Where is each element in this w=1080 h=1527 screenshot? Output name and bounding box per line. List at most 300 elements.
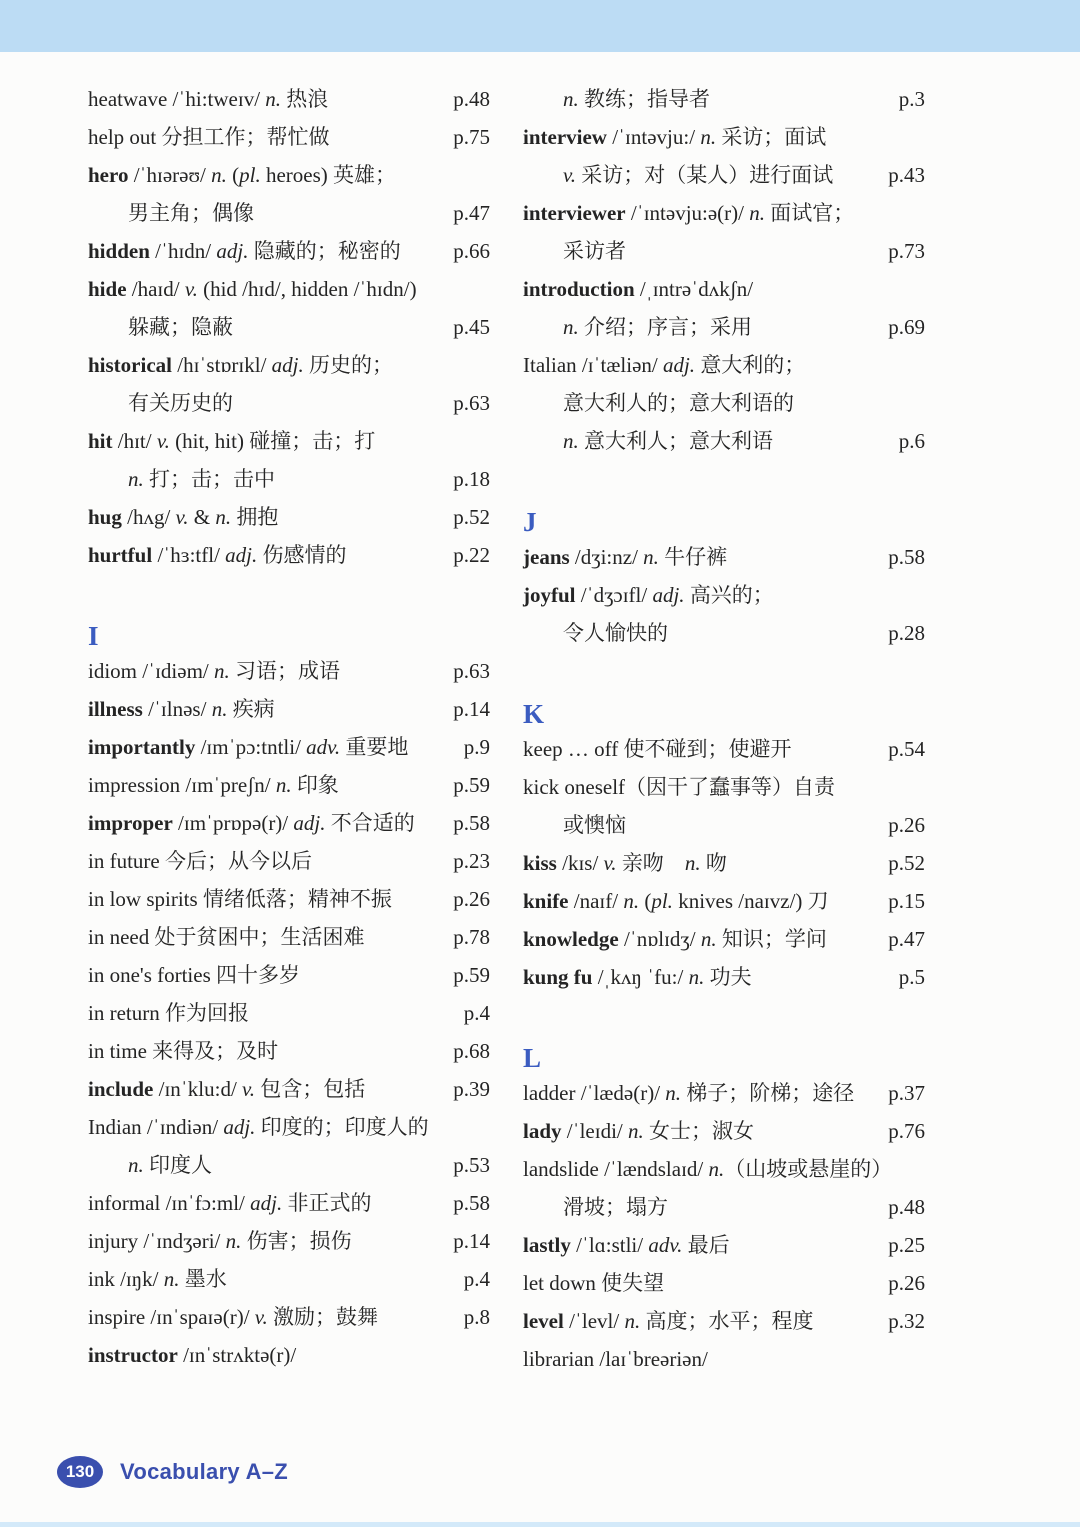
latin-text: /ˈhɪərəʊ/: [128, 163, 212, 187]
latin-text: /ɪˈtæliən/: [576, 353, 663, 377]
chinese-gloss: 四十多岁: [216, 963, 301, 987]
pos-label: n.: [211, 697, 228, 721]
chinese-gloss: 碰撞；击；打: [249, 429, 376, 453]
entry-text: [88, 925, 364, 949]
chinese-gloss: 面试官；: [765, 201, 855, 225]
pos-label: n.: [275, 773, 292, 797]
latin-text: /naɪf/: [568, 889, 624, 913]
entry-line: [523, 1112, 925, 1150]
pos-label: adj.: [216, 239, 249, 263]
page-ref: p.66: [453, 239, 490, 263]
entry-text: [88, 1115, 429, 1139]
chinese-gloss: 英雄；: [333, 163, 397, 187]
headword: idiom: [88, 659, 138, 683]
page-ref: p.69: [888, 315, 925, 339]
headword: inspire: [88, 1305, 146, 1329]
page-ref: p.37: [888, 1081, 925, 1105]
entry-line: [88, 1032, 490, 1070]
pos-label: n.: [700, 927, 717, 951]
entry-text: [88, 429, 375, 453]
latin-text: /ˈɪdiəm/: [137, 659, 215, 683]
latin-text: /ˈleɪdi/: [561, 1119, 629, 1143]
vocab-entry: [523, 270, 925, 346]
vocab-entry: [88, 232, 490, 270]
latin-text: /ˈhi:tweɪv/: [167, 87, 266, 111]
latin-text: /ɪŋk/: [114, 1267, 164, 1291]
entry-line: [523, 1302, 925, 1340]
pos-label: n.: [708, 1157, 725, 1181]
chinese-gloss: 采访；面试: [716, 125, 827, 149]
entry-text: [523, 965, 752, 989]
vocab-entry: [88, 918, 490, 956]
chinese-gloss: 男主角；偶像: [128, 201, 254, 225]
headword: hug: [88, 505, 122, 529]
page-ref: p.75: [453, 125, 490, 149]
entry-line: [523, 576, 925, 614]
headword: Italian: [523, 353, 577, 377]
entry-line: [523, 232, 925, 270]
pos-label: v.: [175, 505, 189, 529]
entry-text: [88, 887, 392, 911]
vocab-entry: [88, 994, 490, 1032]
section-letter-I: I: [88, 621, 99, 651]
latin-text: (: [639, 889, 652, 913]
vocab-entry: [523, 768, 925, 844]
vocab-entry: [523, 958, 925, 996]
headword: in low spirits: [88, 887, 203, 911]
pos-label: n.: [563, 315, 579, 339]
page-ref: p.58: [888, 545, 925, 569]
pos-label: n.: [563, 429, 579, 453]
entry-line: [88, 1336, 490, 1374]
entry-line: [523, 1340, 925, 1378]
entry-text: [88, 1229, 352, 1253]
entry-text: [523, 1309, 813, 1333]
latin-text: /hʌg/: [121, 505, 176, 529]
page-ref: p.26: [453, 887, 490, 911]
headword: in return: [88, 1001, 165, 1025]
entry-text: [128, 1153, 212, 1177]
chinese-gloss: 打；击；击中: [143, 467, 275, 491]
vocab-entry: [523, 730, 925, 768]
vocab-entry: [88, 422, 490, 498]
entry-text: [88, 773, 339, 797]
vocab-entry: [523, 118, 925, 194]
entry-line: [88, 308, 490, 346]
chinese-gloss: 亲吻: [616, 851, 664, 875]
entry-line: [88, 1146, 490, 1184]
entry-text: [88, 353, 393, 377]
page-ref: p.52: [888, 851, 925, 875]
footer-section-title: Vocabulary A–Z: [120, 1459, 289, 1484]
page-ref: p.14: [453, 1229, 490, 1253]
entry-text: [88, 1039, 278, 1063]
vocab-entry: [88, 156, 490, 232]
vocab-entry: [88, 1032, 490, 1070]
headword: hit: [88, 429, 113, 453]
vocab-entry: [523, 1112, 925, 1150]
page-ref: p.78: [453, 925, 490, 949]
latin-text: [664, 851, 685, 875]
pos-label: v.: [184, 277, 198, 301]
entry-text: [88, 697, 275, 721]
page-ref: p.47: [888, 927, 925, 951]
chinese-gloss: 包含；包括: [255, 1077, 366, 1101]
entry-line: [88, 156, 490, 194]
vocab-entry: [523, 1074, 925, 1112]
headword: importantly: [88, 735, 196, 759]
chinese-gloss: 介绍；序言；采用: [578, 315, 752, 339]
chinese-gloss: 使失望: [601, 1271, 665, 1295]
headword: informal: [88, 1191, 161, 1215]
chinese-gloss: 情绪低落；精神不振: [202, 887, 392, 911]
entry-text: [523, 201, 854, 225]
entry-line: [523, 308, 925, 346]
pos-label: v.: [603, 851, 617, 875]
entry-line: [88, 536, 490, 574]
latin-text: &: [188, 505, 216, 529]
chinese-gloss: 拥抱: [231, 505, 279, 529]
pos-label: adv.: [648, 1233, 683, 1257]
latin-text: /ˈɪntəvju:ə(r)/: [625, 201, 750, 225]
latin-text: /dʒi:nz/: [569, 545, 644, 569]
chinese-gloss: 历史的；: [303, 353, 393, 377]
section-letter-J: J: [523, 507, 537, 537]
pos-label: pl.: [651, 889, 673, 913]
entry-text: [523, 775, 835, 799]
pos-label: adj.: [293, 811, 326, 835]
chinese-gloss: 作为回报: [164, 1001, 249, 1025]
latin-text: /hɪˈstɒrɪkl/: [172, 353, 272, 377]
entry-line: [88, 918, 490, 956]
headword: injury: [88, 1229, 139, 1253]
chinese-gloss: 今后；从今以后: [164, 849, 312, 873]
latin-text: /ˈhɪdn/: [149, 239, 217, 263]
entry-line: [523, 768, 925, 806]
chinese-gloss: 墨水: [179, 1267, 227, 1291]
chinese-gloss: 伤感情的: [257, 543, 347, 567]
vocab-column-left: [88, 80, 490, 1374]
page-ref: p.73: [888, 239, 925, 263]
chinese-gloss: 高度；水平；程度: [640, 1309, 814, 1333]
entry-text: [88, 1267, 227, 1291]
chinese-gloss: 滑坡；塌方: [563, 1195, 668, 1219]
chinese-gloss: 教练；指导者: [578, 87, 710, 111]
entry-line: [88, 80, 490, 118]
chinese-gloss: 分担工作；帮忙做: [161, 125, 330, 149]
page-ref: p.3: [898, 87, 925, 111]
page-ref: p.4: [463, 1267, 490, 1291]
headword: kick oneself: [523, 775, 626, 799]
pos-label: n.: [214, 659, 230, 683]
page-ref: p.52: [453, 505, 490, 529]
entry-line: [523, 844, 925, 882]
latin-text: /ˈlædə(r)/: [575, 1081, 666, 1105]
vocab-entry: [88, 652, 490, 690]
entry-text: [523, 1157, 892, 1181]
latin-text: (: [226, 163, 240, 187]
entry-line: [88, 880, 490, 918]
chinese-gloss: 功夫: [704, 965, 752, 989]
headword: let down: [523, 1271, 602, 1295]
vocab-entry: [523, 80, 925, 118]
pos-label: adj.: [271, 353, 304, 377]
entry-text: [523, 927, 827, 951]
vocab-entry: [88, 1222, 490, 1260]
vocab-entry: [88, 80, 490, 118]
chinese-gloss: 女士；淑女: [643, 1119, 755, 1143]
entry-text: [523, 737, 792, 761]
chinese-gloss: 意大利人的；意大利语的: [563, 391, 794, 415]
page-bottom-band: [0, 1522, 1080, 1527]
entry-text: [523, 1271, 664, 1295]
entry-text: [523, 125, 826, 149]
entry-text: [88, 963, 300, 987]
vocab-entry: [88, 536, 490, 574]
headword: librarian: [523, 1347, 595, 1371]
headword: impression: [88, 773, 181, 797]
pos-label: n.: [749, 201, 765, 225]
entry-text: [563, 391, 794, 415]
latin-text: (hit, hit): [169, 429, 250, 453]
page-ref: p.39: [453, 1077, 490, 1101]
pos-label: adj.: [225, 543, 258, 567]
page-ref: p.68: [453, 1039, 490, 1063]
pos-label: n.: [128, 467, 144, 491]
headword: joyful: [523, 583, 576, 607]
page-ref: p.28: [888, 621, 925, 645]
entry-line: [523, 920, 925, 958]
entry-line: [523, 730, 925, 768]
pos-label: n.: [688, 965, 705, 989]
entry-line: [88, 1298, 490, 1336]
page-ref: p.18: [453, 467, 490, 491]
vocab-entry: [523, 346, 925, 460]
pos-label: n.: [623, 889, 640, 913]
latin-text: /ɪnˈfɔ:ml/: [160, 1191, 251, 1215]
vocab-entry: [88, 690, 490, 728]
chinese-gloss: 非正式的: [282, 1191, 372, 1215]
headword: hide: [88, 277, 127, 301]
headword: improper: [88, 811, 173, 835]
vocab-entry: [88, 1184, 490, 1222]
page-ref: p.47: [453, 201, 490, 225]
chinese-gloss: 知识；学问: [716, 927, 827, 951]
section-letter-K: K: [523, 699, 545, 729]
vocab-entry: [523, 844, 925, 882]
entry-text: [128, 315, 233, 339]
entry-text: [88, 163, 396, 187]
entry-text: [88, 87, 328, 111]
latin-text: /ɪnˈspaɪə(r)/: [145, 1305, 255, 1329]
pos-label: n.: [684, 851, 701, 875]
page-number-badge: [57, 1456, 103, 1488]
vocab-entry: [88, 804, 490, 842]
latin-text: /ˈnɒlɪdʒ/: [618, 927, 701, 951]
page-ref: p.26: [888, 813, 925, 837]
latin-text: knives /naɪvz/): [672, 889, 808, 913]
chinese-gloss: 采访；对（某人）进行面试: [576, 163, 834, 187]
chinese-gloss: 有关历史的: [128, 391, 233, 415]
chinese-gloss: （因干了蠢事等）自责: [625, 775, 836, 799]
entry-line: [88, 194, 490, 232]
pos-label: n.: [215, 505, 232, 529]
pos-label: n.: [700, 125, 717, 149]
entry-line: [88, 728, 490, 766]
chinese-gloss: 刀: [807, 889, 829, 913]
vocab-entry: [88, 270, 490, 346]
pos-label: v.: [156, 429, 170, 453]
entry-line: [523, 80, 925, 118]
headword: interview: [523, 125, 607, 149]
entry-text: [523, 1233, 730, 1257]
entry-line: [523, 194, 925, 232]
chinese-gloss: 伤害；损伤: [241, 1229, 352, 1253]
headword: introduction: [523, 277, 635, 301]
vocab-entry: [523, 538, 925, 576]
entry-line: [523, 958, 925, 996]
vocab-entry: [523, 1264, 925, 1302]
latin-text: /haɪd/: [126, 277, 185, 301]
page-ref: p.22: [453, 543, 490, 567]
pos-label: v.: [242, 1077, 256, 1101]
vocab-entry: [523, 882, 925, 920]
entry-line: [523, 1226, 925, 1264]
pos-label: n.: [211, 163, 227, 187]
pos-label: v.: [563, 163, 577, 187]
page-ref: p.59: [453, 963, 490, 987]
vocab-entry: [88, 118, 490, 156]
latin-text: /ɪnˈklu:d/: [153, 1077, 243, 1101]
chinese-gloss: 意大利人；意大利语: [578, 429, 773, 453]
chinese-gloss: 使不碰到；使避开: [623, 737, 792, 761]
headword: help out: [88, 125, 162, 149]
entry-line: [523, 384, 925, 422]
entry-text: [563, 163, 833, 187]
vocab-entry: [88, 766, 490, 804]
entry-text: [523, 889, 829, 913]
entry-text: [563, 87, 710, 111]
latin-text: /ˈlændslaɪd/: [598, 1157, 709, 1181]
chinese-gloss: 或懊恼: [563, 813, 626, 837]
page-ref: p.8: [463, 1305, 490, 1329]
latin-text: /ˈɪlnəs/: [142, 697, 212, 721]
chinese-gloss: 印象: [291, 773, 339, 797]
vocab-entry: [88, 1260, 490, 1298]
page-ref: p.63: [453, 391, 490, 415]
pos-label: n.: [643, 545, 659, 569]
page-ref: p.54: [888, 737, 925, 761]
entry-line: [88, 1184, 490, 1222]
headword: in one's forties: [88, 963, 217, 987]
latin-text: /ˈɪntəvju:/: [606, 125, 701, 149]
chinese-gloss: 处于贫困中；生活困难: [154, 925, 365, 949]
latin-text: /ɪmˈprɒpə(r)/: [172, 811, 294, 835]
page-ref: p.63: [453, 659, 490, 683]
page-ref: p.59: [453, 773, 490, 797]
headword: knowledge: [523, 927, 619, 951]
headword: ladder: [523, 1081, 576, 1105]
page-ref: p.76: [888, 1119, 925, 1143]
headword: heatwave: [88, 87, 168, 111]
chinese-gloss: 采访者: [563, 239, 626, 263]
page-ref: p.23: [453, 849, 490, 873]
entry-line: [523, 538, 925, 576]
vocab-entry: [88, 498, 490, 536]
chinese-gloss: 意大利的；: [695, 353, 806, 377]
entry-text: [88, 1077, 365, 1101]
entry-text: [88, 659, 340, 683]
vocab-entry: [88, 728, 490, 766]
entry-text: [88, 1343, 296, 1367]
entry-text: [88, 125, 330, 149]
entry-text: [563, 315, 752, 339]
headword: in time: [88, 1039, 153, 1063]
headword: instructor: [88, 1343, 178, 1367]
chinese-gloss: 重要地: [340, 735, 409, 759]
entry-line: [88, 1260, 490, 1298]
entry-text: [88, 277, 417, 301]
entry-line: [88, 766, 490, 804]
pos-label: n.: [624, 1309, 641, 1333]
chinese-gloss: 激励；鼓舞: [267, 1305, 379, 1329]
entry-text: [523, 1347, 708, 1371]
headword: interviewer: [523, 201, 626, 225]
page-footer: [57, 1455, 288, 1489]
entry-line: [523, 270, 925, 308]
entry-text: [523, 277, 753, 301]
entry-line: [523, 156, 925, 194]
page-ref: p.48: [453, 87, 490, 111]
pos-label: n.: [628, 1119, 644, 1143]
entry-line: [523, 806, 925, 844]
headword: in need: [88, 925, 155, 949]
headword: keep … off: [523, 737, 624, 761]
entry-line: [88, 422, 490, 460]
chinese-gloss: 来得及；及时: [152, 1039, 279, 1063]
chinese-gloss: 高兴的；: [684, 583, 774, 607]
page-ref: p.5: [898, 965, 925, 989]
headword: jeans: [523, 545, 570, 569]
chinese-gloss: 印度人: [143, 1153, 212, 1177]
entry-text: [128, 391, 233, 415]
entry-text: [128, 201, 254, 225]
entry-text: [523, 353, 805, 377]
chinese-gloss: 隐藏的；秘密的: [248, 239, 401, 263]
page-ref: p.14: [453, 697, 490, 721]
entry-text: [88, 1001, 249, 1025]
entry-text: [88, 239, 401, 263]
latin-text: /ˈɪndʒəri/: [138, 1229, 226, 1253]
entry-text: [88, 505, 278, 529]
chinese-gloss: 最后: [682, 1233, 730, 1257]
vocab-entry: [88, 1070, 490, 1108]
entry-line: [88, 956, 490, 994]
page-header-band: [0, 0, 1080, 52]
latin-text: /ˌɪntrəˈdʌkʃn/: [634, 277, 754, 301]
pos-label: n.: [163, 1267, 180, 1291]
page-ref: p.53: [453, 1153, 490, 1177]
entry-text: [88, 849, 312, 873]
section-letter-L: L: [523, 1043, 542, 1073]
headword: hero: [88, 163, 129, 187]
headword: kiss: [523, 851, 557, 875]
entry-text: [88, 735, 408, 759]
entry-line: [523, 1264, 925, 1302]
entry-text: [563, 813, 626, 837]
vocab-column-right: [523, 80, 925, 1378]
chinese-gloss: 印度的；印度人的: [255, 1115, 429, 1139]
